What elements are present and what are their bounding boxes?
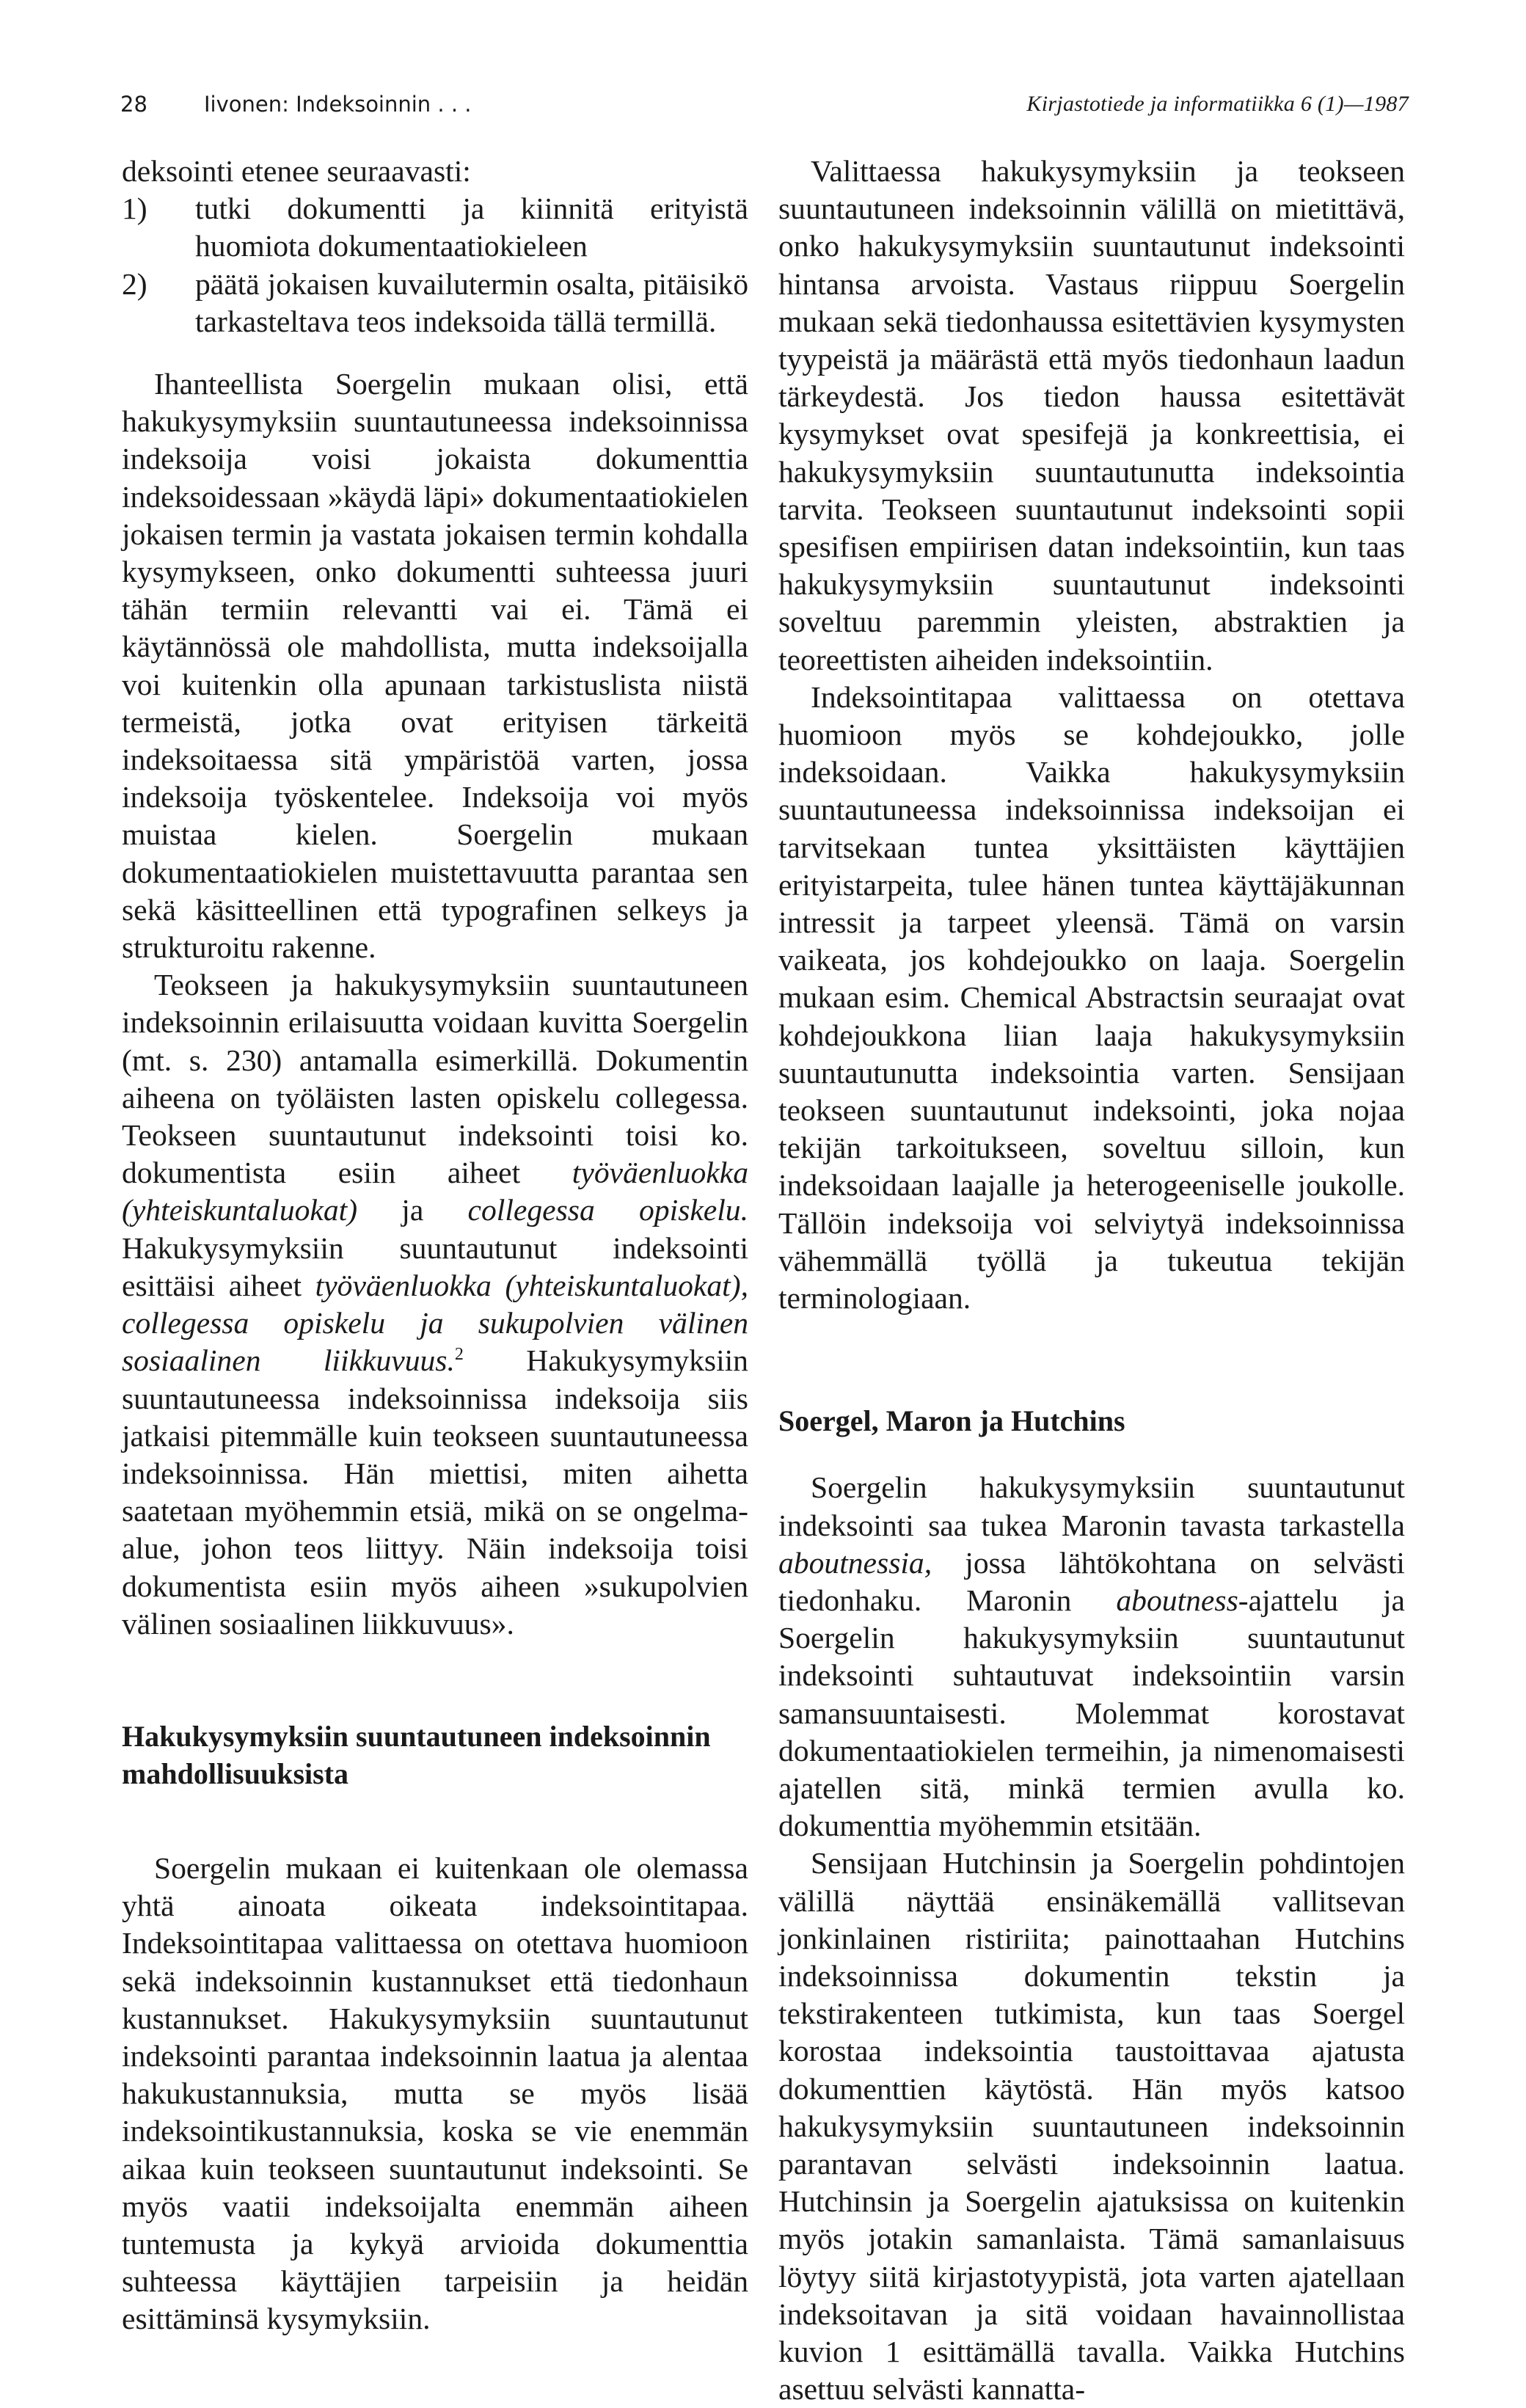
italic-term: aboutnessia,	[778, 1545, 932, 1580]
list-item	[122, 190, 748, 265]
left-column	[122, 153, 748, 2338]
section-heading: Hakukysymyksiin suuntautuneen indeksoinnin mahdollisuuksista	[122, 1719, 711, 1790]
list-text: päätä jokaisen kuvailutermin osalta, pitäisikö tarkasteltava teos indeksoida tällä termillä.	[195, 266, 748, 338]
italic-term: työväenluokka (yhteiskuntaluokat)	[122, 1156, 748, 1227]
paragraph: Valittaessa hakukysymyksiin ja teokseen suuntautuneen indeksoinnin välillä on mietittävä, onko hakukysymyksiin suuntautunut indeksointi hintansa arvoista. Vastaus riippuu Soergelin mukaan sekä tiedonhaussa esitettävien kysymysten tyypeistä ja määrästä että myös tiedonhaun laadun tärkeydestä. Jos tiedon haussa esitettävät kysymykset ovat spesifejä ja konkreettisia, ei hakukysymyksiin suuntautunutta indeksointia tarvita. Teokseen suuntautunut indeksointi sopii spesifisen empiirisen datan indeksointiin, kun taas hakukysymyksiin suuntautunut indeksointi soveltuu paremmin yleisten, abstraktien ja teoreettisten aiheiden indeksointiin.	[778, 154, 1405, 676]
paragraph: Soergelin hakukysymyksiin suuntautunut indeksointi saa tukea Maronin tavasta tarkastella aboutnessia, jossa lähtökohtana on selvästi tiedonhaku. Maronin aboutness-ajattelu ja Soergelin hakukysymyksiin suuntautunut indeksointi suhtautuvat indeksointiin varsin samansuuntaisesti. Molemmat korostavat dokumentaatiokielen termeihin, ja nimenomaisesti ajatellen sitä, minkä termien avulla ko. dokumenttia myöhemmin etsitään.	[778, 1470, 1405, 1843]
running-title-author: Iivonen: Indeksoinnin . . .	[204, 92, 472, 117]
right-column	[778, 153, 1405, 2408]
journal-title: Kirjastotiede ja informatiikka 6 (1)—1987	[1026, 92, 1409, 116]
list-item	[122, 266, 748, 340]
list-number: 2)	[122, 266, 147, 301]
paragraph: Sensijaan Hutchinsin ja Soergelin pohdintojen välillä näyttää ensinäkemällä vallitsevan jonkinlainen ristiriita; painottaahan Hutchins indeksoinnissa dokumentin tekstin ja tekstirakenteen tutkimista, kun taas Soergel korostaa indeksointia taustoittavaa ajatusta dokumenttien käytöstä. Hän myös katsoo hakukysymyksiin suuntautuneen indeksoinnin parantavan selvästi indeksoinnin laatua. Hutchinsin ja Soergelin ajatuksissa on kuitenkin myös jotakin samanlaista. Tämä samanlaisuus löytyy siitä kirjastotyypistä, jota varten ajatellaan indeksoitavan ja sitä voidaan havainnollistaa kuvion 1 esittämällä tavalla. Vaikka Hutchins asettuu selvästi kannatta-	[778, 1846, 1405, 2407]
italic-term: aboutness	[1116, 1583, 1238, 1617]
paragraph: Indeksointitapaa valittaessa on otettava huomioon myös se kohdejoukko, jolle indeksoidaan. Vaikka hakukysymyksiin suuntautuneessa indeksoinnissa indeksoijan ei tarvitsekaan tuntea yksittäisten käyttäjien erityistarpeita, tulee hänen tuntea käyttäjäkunnan intressit ja tarpeet yleensä. Tämä on varsin vaikeata, jos kohdejoukko on laaja. Soergelin mukaan esim. Chemical Abstractsin seuraajat ovat kohdejoukkona liian laaja hakukysymyksiin suuntautunutta indeksointia varten. Sensijaan teokseen suuntautunut indeksointi, joka nojaa tekijän tarkoitukseen, soveltuu silloin, kun indeksoidaan laajalle ja heterogeeniselle joukolle. Tällöin indeksoija voi selviytyä indeksoinnissa vähemmällä työllä ja tukeutua tekijän terminologiaan.	[778, 679, 1405, 1316]
footnote-marker: 2	[454, 1345, 464, 1365]
italic-term: collegessa opiskelu.	[467, 1193, 748, 1227]
intro-line: deksointi etenee seuraavasti:	[122, 154, 471, 188]
italic-term: työväenluokka (yhteiskuntaluokat), collegessa opiskelu ja sukupolvien välinen sosiaalinen liikkuvuus.	[122, 1268, 748, 1378]
paragraph: Soergelin mukaan ei kuitenkaan ole olemassa yhtä ainoata oikeata indeksointitapaa. Indeksointitapaa valittaessa on otettava huomioon sekä indeksoinnin kustannukset että tiedonhaun kustannukset. Hakukysymyksiin suuntautunut indeksointi parantaa indeksoinnin laatua ja alentaa hakukustannuksia, mutta se myös lisää indeksointikustannuksia, koska se vie enemmän aikaa kuin teokseen suuntautunut indeksointi. Se myös vaatii indeksoijalta enemmän aiheen tuntemusta ja kykyä arvioida dokumenttia suhteessa käyttäjien tarpeisiin ja heidän esittäminsä kysymyksiin.	[122, 1850, 748, 2336]
paragraph: Ihanteellista Soergelin mukaan olisi, että hakukysymyksiin suuntautuneessa indeksoinnissa indeksoija voisi jokaista dokumenttia indeksoidessaan »käydä läpi» dokumentaatiokielen jokaisen termin ja vastata jokaisen termin kohdalla kysymykseen, onko dokumentti suhteessa juuri tähän termiin relevantti vai ei. Tämä ei käytännössä ole mahdollista, mutta indeksoijalla voi kuitenkin olla apunaan tarkistuslista niistä termeistä, jotka ovat erityisen tärkeitä indeksoitaessa sitä ympäristöä varten, jossa indeksoija työskentelee. Indeksoija voi myös muistaa kielen. Soergelin mukaan dokumentaatiokielen muistettavuutta parantaa sen sekä käsitteellinen että typografinen selkeys ja strukturoitu rakenne.	[122, 367, 748, 965]
page-number: 28	[120, 92, 147, 117]
steps-list	[122, 190, 748, 340]
paragraph: Teokseen ja hakukysymyksiin suuntautuneen indeksoinnin erilaisuutta voidaan kuvitta Soergelin (mt. s. 230) antamalla esimerkillä. Dokumentin aiheena on työläisten lasten opiskelu collegessa. Teokseen suuntautunut indeksointi toisi ko. dokumentista esiin aiheet työväenluokka (yhteiskuntaluokat) ja collegessa opiskelu. Hakukysymyksiin suuntautunut indeksointi esittäisi aiheet työväenluokka (yhteiskuntaluokat), collegessa opiskelu ja sukupolvien välinen sosiaalinen liikkuvuus.$^2$ Hakukysymyksiin suuntautuneessa indeksoinnissa indeksoija siis jatkaisi pitemmälle kuin teokseen suuntautuneessa indeksoinnissa. Hän miettisi, miten aihetta saatetaan myöhemmin etsiä, mikä on se ongelma-alue, johon teos liittyy. Näin indeksoija toisi dokumentista esiin myös aiheen »sukupolvien välinen sosiaalinen liikkuvuus».	[122, 968, 748, 1641]
section-heading: Soergel, Maron ja Hutchins	[778, 1404, 1125, 1438]
list-number: 1)	[122, 191, 147, 226]
list-text: tutki dokumentti ja kiinnitä erityistä huomiota dokumentaatiokieleen	[195, 191, 748, 263]
running-header	[117, 90, 1409, 134]
